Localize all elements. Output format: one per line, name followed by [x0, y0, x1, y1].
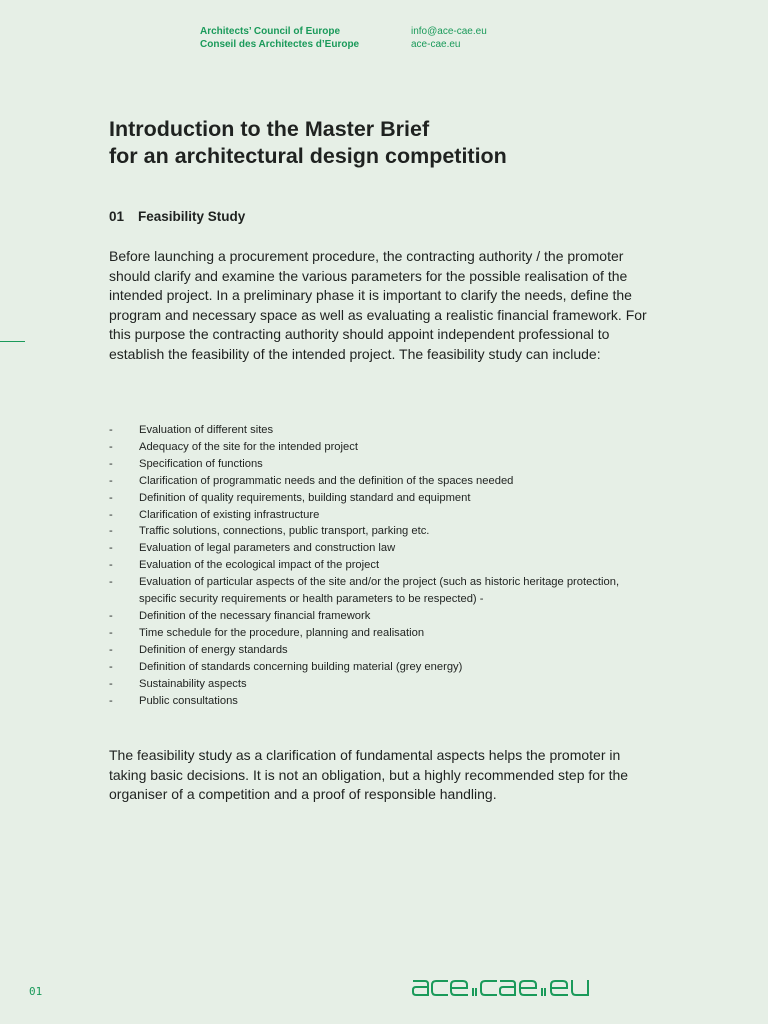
organisation-name-en: Architects’ Council of Europe	[200, 26, 341, 37]
list-bullet-dash: -	[109, 508, 113, 521]
list-item	[109, 490, 649, 507]
list-item-text: Public consultations	[139, 694, 238, 707]
list-bullet-dash: -	[109, 609, 113, 622]
section-title: Feasibility Study	[138, 209, 246, 224]
contact-website[interactable]: ace-cae.eu	[411, 39, 461, 50]
list-item	[109, 608, 649, 625]
list-bullet-dash: -	[109, 424, 113, 436]
list-item-text: Time schedule for the procedure, planning and realisation	[139, 626, 425, 639]
side-margin-rule	[0, 341, 25, 342]
list-bullet-dash: -	[109, 576, 113, 589]
page-number: 01	[29, 985, 43, 998]
list-item	[109, 676, 649, 693]
list-item-text: Definition of quality requirements, building standard and equipment	[139, 491, 471, 504]
section-heading	[109, 209, 245, 224]
list-item	[109, 574, 649, 608]
organisation-name-fr: Conseil des Architectes d’Europe	[200, 39, 360, 50]
list-item	[109, 625, 649, 642]
list-bullet-dash: -	[109, 491, 113, 504]
list-bullet-dash: -	[109, 677, 113, 690]
list-item-text: Evaluation of particular aspects of the site and/or the project (such as historic heritage protection, specific security requirements or health parameters to be respected) -	[139, 576, 620, 606]
header-organisation	[200, 25, 359, 51]
closing-paragraph: The feasibility study as a clarification of fundamental aspects helps the promoter in taking basic decisions. It is not an obligation, but a highly recommended step for the organiser of a competition and a proof of responsible handling.	[109, 747, 629, 803]
list-bullet-dash: -	[109, 559, 113, 572]
logo-wordmark-icon	[411, 972, 607, 1000]
list-item	[109, 422, 649, 439]
list-bullet-dash: -	[109, 643, 113, 656]
list-bullet-dash: -	[109, 457, 113, 470]
list-item	[109, 439, 649, 456]
list-bullet-dash: -	[109, 440, 113, 453]
list-bullet-dash: -	[109, 626, 113, 639]
list-bullet-dash: -	[109, 542, 113, 555]
list-bullet-dash: -	[109, 660, 113, 673]
section-number: 01	[109, 209, 125, 224]
list-bullet-dash: -	[109, 474, 113, 487]
list-item-text: Clarification of existing infrastructure	[139, 508, 320, 521]
list-item	[109, 642, 649, 659]
list-item-text: Clarification of programmatic needs and the definition of the spaces needed	[139, 474, 514, 487]
intro-paragraph: Before launching a procurement procedure, the contracting authority / the promoter should clarify and examine the various parameters for the possible realisation of the intended project. In a preliminary phase it is important to clarify the needs, define the program and necessary space as well as evaluating a realistic financial framework. For this purpose the contracting authority should appoint independent professional to establish the feasibility of the intended project. The feasibility study can include:	[109, 248, 647, 362]
list-item	[109, 507, 649, 524]
ace-cae-eu-logo	[411, 972, 607, 1005]
title-line-1: Introduction to the Master Brief	[109, 117, 430, 141]
list-item-text: Traffic solutions, connections, public transport, parking etc.	[139, 525, 430, 538]
list-item-text: Evaluation of the ecological impact of the project	[139, 559, 380, 572]
list-bullet-dash: -	[109, 525, 113, 538]
list-item-text: Definition of standards concerning building material (grey energy)	[139, 660, 463, 673]
list-item-text: Adequacy of the site for the intended project	[139, 440, 358, 453]
list-item	[109, 693, 649, 710]
list-item	[109, 523, 649, 540]
list-item-text: Definition of the necessary financial framework	[139, 609, 371, 622]
feasibility-list	[109, 422, 649, 709]
list-item-text: Evaluation of different sites	[139, 424, 274, 436]
list-item-text: Specification of functions	[139, 457, 263, 470]
list-item	[109, 540, 649, 557]
title-line-2: for an architectural design competition	[109, 144, 507, 168]
document-title	[109, 116, 507, 170]
list-bullet-dash: -	[109, 694, 113, 707]
list-item	[109, 456, 649, 473]
list-item	[109, 659, 649, 676]
list-item-text: Sustainability aspects	[139, 677, 247, 690]
list-item-text: Evaluation of legal parameters and construction law	[139, 542, 396, 555]
list-item	[109, 473, 649, 490]
list-item-text: Definition of energy standards	[139, 643, 288, 656]
contact-email[interactable]: info@ace-cae.eu	[411, 26, 487, 37]
list-item	[109, 557, 649, 574]
header-contact	[411, 25, 487, 51]
